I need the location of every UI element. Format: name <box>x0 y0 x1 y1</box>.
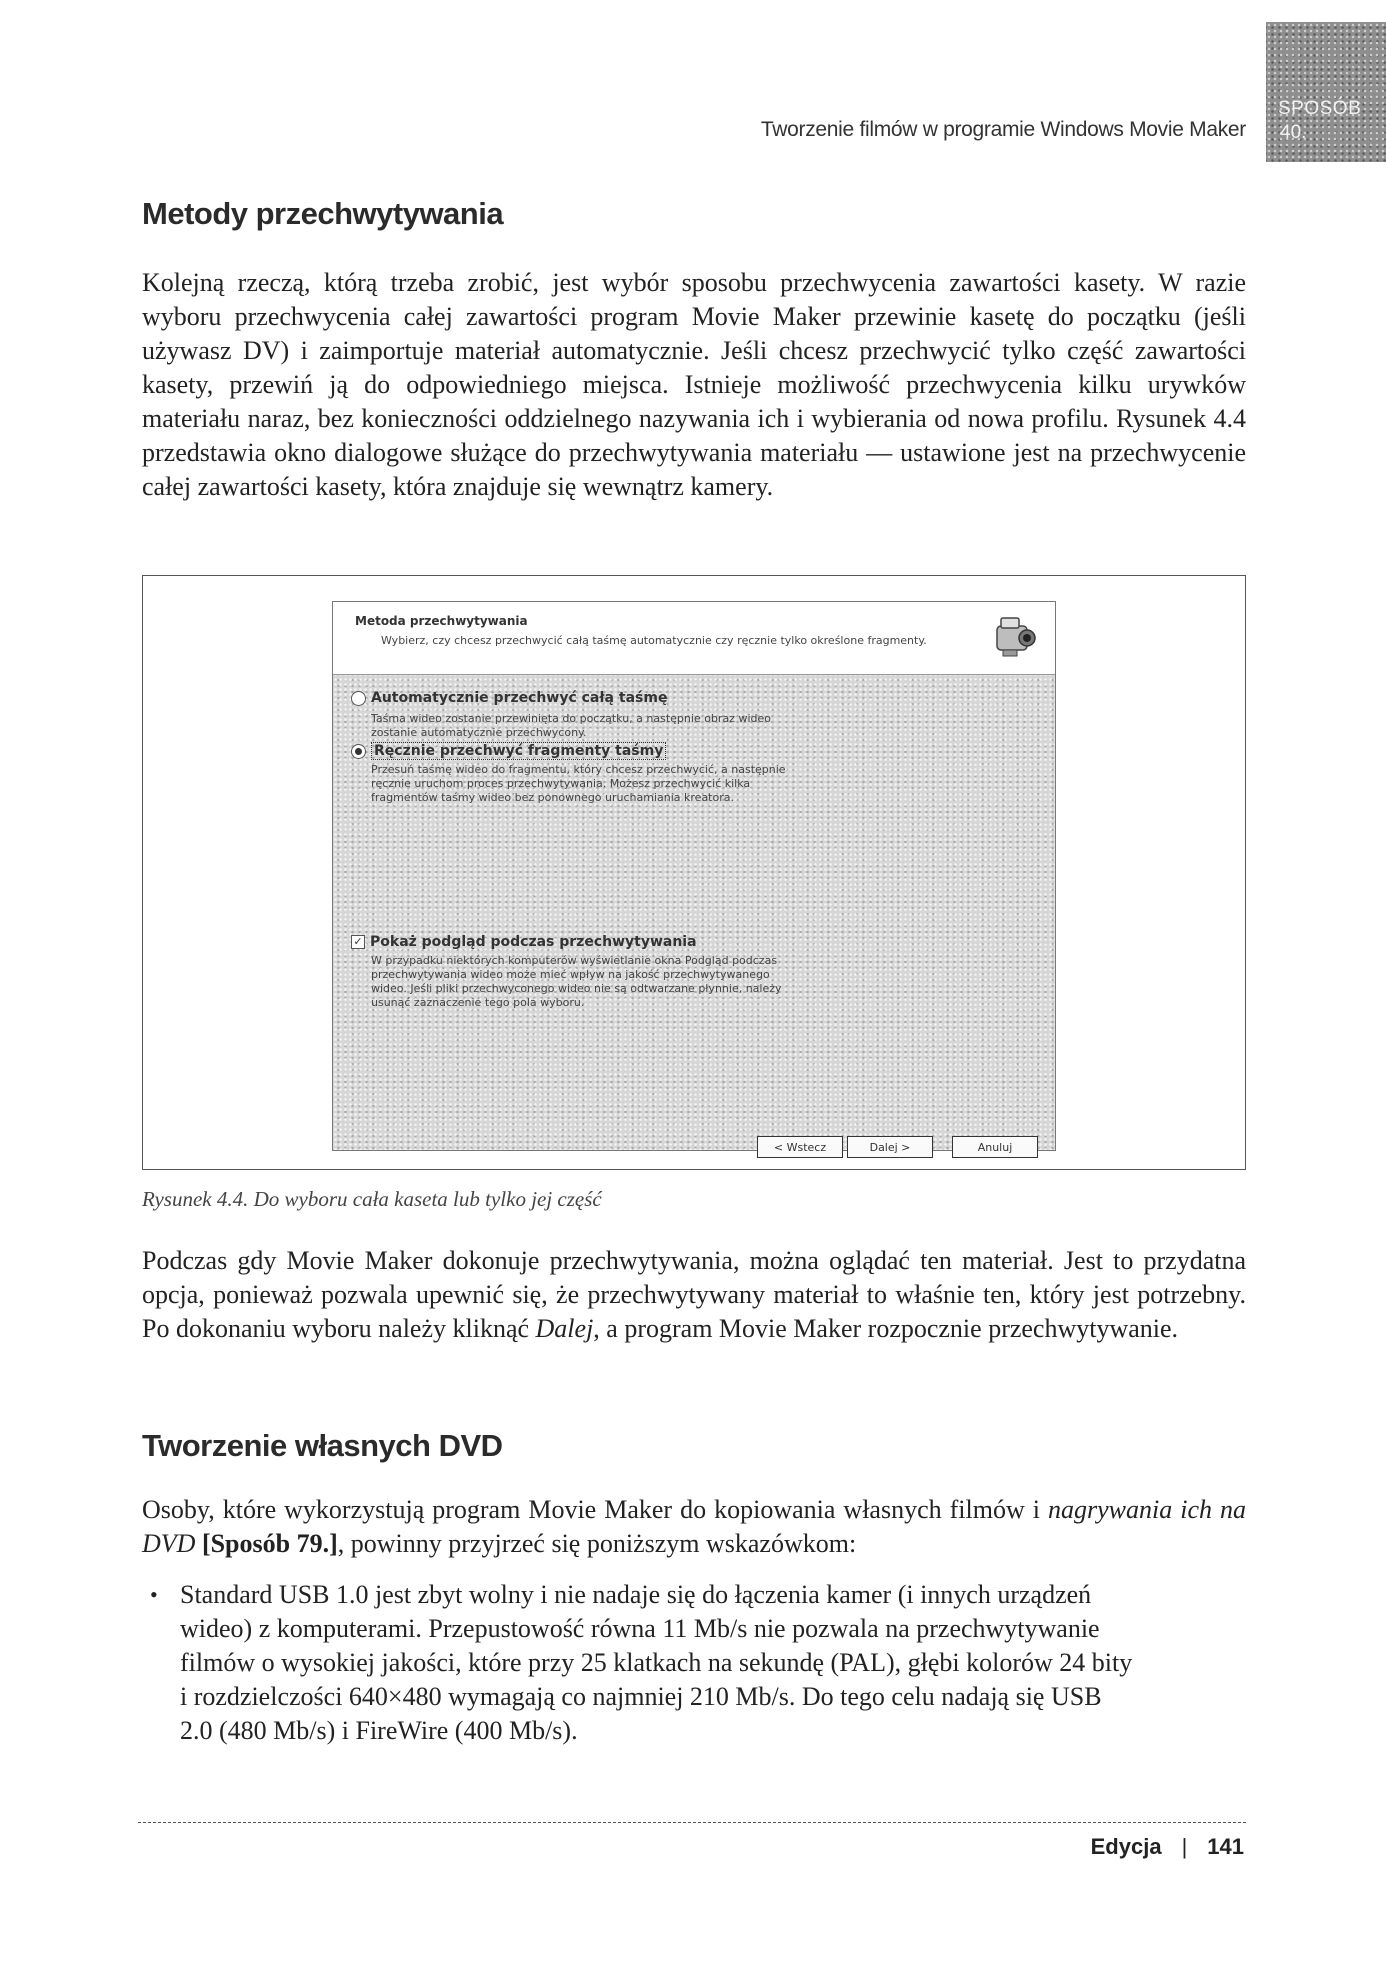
radio-manual-desc-line2: ręcznie uruchom proces przechwytywania. Możesz przechwycić kilka <box>371 777 751 790</box>
body-paragraph-3 <box>142 1493 1246 1561</box>
radio-manual-label: Ręcznie przechwyć fragmenty taśmy <box>371 742 666 760</box>
radio-auto-description <box>371 712 771 740</box>
camcorder-icon <box>993 612 1037 660</box>
running-header: Tworzenie filmów w programie Windows Movie Maker <box>760 118 1246 141</box>
checkbox-preview-label: Pokaż podgląd podczas przechwytywania <box>370 934 697 950</box>
body-paragraph-3-text <box>142 1493 1246 1561</box>
body-paragraph-1-text: Kolejną rzeczą, którą trzeba zrobić, jest wybór sposobu przechwycenia zawartości kasety. W razie wyboru przechwycenia całej zawartości program Movie Maker przewinie kasetę do początku (jeśli używasz DV) i zaimportuje materiał automatycznie. Jeśli chcesz przechwycić tylko część zawartości kasety, przewiń ją do odpowiedniego miejsca. Istnieje możliwość przechwycenia kilku urywków materiału naraz, bez konieczności oddzielnego nazywania ich i wybierania od nowa profilu. Rysunek 4.4 przedstawia okno dialogowe służące do przechwytywania materiału — ustawione jest na przechwycenie całej zawartości kasety, która znajduje się wewnątrz kamery. <box>142 268 1246 501</box>
radio-auto-label: Automatycznie przechwyć całą taśmę <box>371 690 668 706</box>
bullet-icon: • <box>150 1582 158 1607</box>
radio-manual-description <box>371 763 786 805</box>
radio-manual-desc-line1: Przesuń taśmę wideo do fragmentu, który chcesz przechwycić, a następnie <box>371 763 786 776</box>
page-footer <box>1091 1834 1244 1860</box>
intro-bold-reference: [Sposób 79.] <box>201 1529 338 1558</box>
dialog-title: Metoda przechwytywania <box>355 614 528 628</box>
preview-desc-line4: usunąć zaznaczenie tego pola wyboru. <box>371 996 585 1009</box>
footer-divider <box>138 1822 1246 1823</box>
radio-auto-capture[interactable] <box>351 690 667 706</box>
body-paragraph-2-text <box>142 1244 1246 1346</box>
checkbox-preview-description <box>371 954 782 1010</box>
sposob-tab-label: SPOSÓB <box>1278 98 1362 119</box>
capture-method-dialog <box>332 601 1056 1154</box>
page-number: 141 <box>1207 1834 1244 1859</box>
sposob-tab-number: 40. <box>1280 122 1307 143</box>
figure-frame <box>142 575 1246 1170</box>
checkbox-preview[interactable] <box>351 934 697 950</box>
radio-manual-desc-line3: fragmentów taśmy wideo bez ponownego uruchamiania kreatora. <box>371 791 734 804</box>
sposob-tab <box>1266 22 1386 162</box>
paragraph-2-part2: , a program Movie Maker rozpocznie przechwytywanie. <box>593 1314 1179 1343</box>
bullet-item-1: Standard USB 1.0 jest zbyt wolny i nie nadaje się do łączenia kamer (i innych urządzeń wideo) z komputerami. Przepustowość równa 11 Mb/s nie pozwala na przechwytywanie filmów o wysokiej jakości, które przy 25 klatkach na sekundę (PAL), głębi kolorów 24 bity i rozdzielczości 640×480 wymagają co najmniej 210 Mb/s. Do tego celu nadają się USB 2.0 (480 Mb/s) i FireWire (400 Mb/s). <box>180 1580 1133 1745</box>
dialog-subtitle: Wybierz, czy chcesz przechwycić całą taśmę automatycznie czy ręcznie tylko określone fragmenty. <box>381 634 927 647</box>
body-paragraph-2 <box>142 1244 1246 1346</box>
radio-manual-capture[interactable] <box>351 742 666 760</box>
radio-auto-desc-line1: Taśma wideo zostanie przewinięta do początku, a następnie obraz wideo <box>371 712 771 725</box>
radio-auto-desc-line2: zostanie automatycznie przechwycony. <box>371 726 587 739</box>
preview-desc-line1: W przypadku niektórych komputerów wyświetlanie okna Podgląd podczas <box>371 954 778 967</box>
footer-separator: | <box>1181 1834 1188 1859</box>
intro-part2: , powinny przyjrzeć się poniższym wskazówkom: <box>337 1529 857 1558</box>
section-heading-own-dvd: Tworzenie własnych DVD <box>142 1428 503 1463</box>
intro-part1: Osoby, które wykorzystują program Movie Maker do kopiowania własnych filmów i <box>142 1495 1048 1524</box>
body-paragraph-1 <box>142 266 1246 504</box>
radio-manual-indicator[interactable] <box>351 744 366 759</box>
dialog-header <box>333 602 1055 675</box>
back-button[interactable]: < Wstecz <box>757 1136 843 1158</box>
figure-caption: Rysunek 4.4. Do wyboru cała kaseta lub tylko jej część <box>142 1187 602 1211</box>
preview-desc-line3: wideo. Jeśli pliki przechwyconego wideo nie są odtwarzane płynnie, należy <box>371 982 782 995</box>
cancel-button[interactable]: Anuluj <box>952 1136 1038 1158</box>
paragraph-2-italic: Dalej <box>535 1314 594 1343</box>
checkbox-preview-indicator[interactable]: ✓ <box>351 935 365 949</box>
intro-italic-link: nagrywania ich na DVD <box>142 1495 1246 1558</box>
preview-desc-line2: przechwytywania wideo może mieć wpływ na jakość przechwytywanego <box>371 968 770 981</box>
radio-auto-indicator[interactable] <box>351 691 366 706</box>
next-button[interactable]: Dalej > <box>847 1136 933 1158</box>
paragraph-2-part1: Podczas gdy Movie Maker dokonuje przechwytywania, można oglądać ten materiał. Jest to przydatna opcja, ponieważ pozwala upewnić się, że przechwytywany materiał to właśnie ten, który jest potrzebny. Po dokonaniu wyboru należy kliknąć <box>142 1246 1246 1343</box>
section-heading-capture-methods: Metody przechwytywania <box>142 196 504 231</box>
footer-section-name: Edycja <box>1090 1834 1162 1859</box>
